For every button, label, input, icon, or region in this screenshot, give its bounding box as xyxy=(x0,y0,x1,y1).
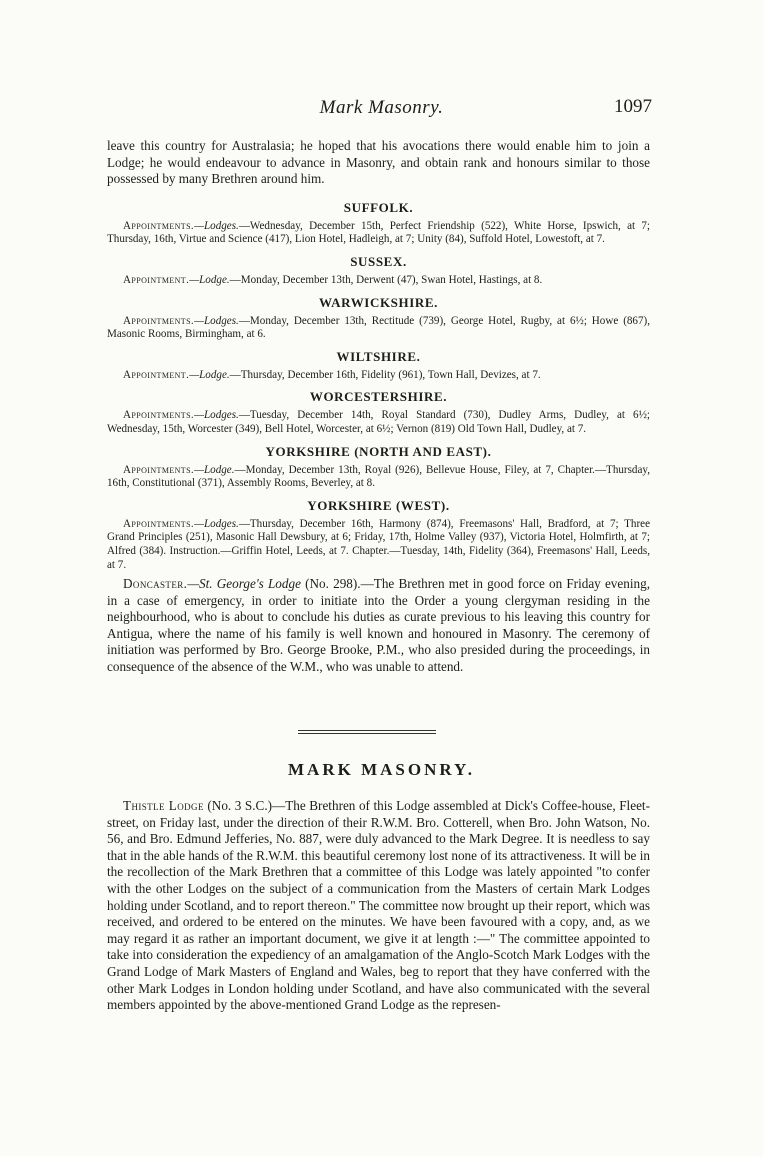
content-column xyxy=(107,138,650,676)
suffolk-appointments: Appointments.—Lodges.—Wednesday, December 15th, Perfect Friendship (522), White Horse, Ipswich, at 7; Thursday, 16th, Virtue and Science (417), Lion Hotel, Hadleigh, at 7; Unity (84), Suffold Hotel, Lowestoft, at 7. xyxy=(107,219,650,246)
worcestershire-appointments: Appointments.—Lodges.—Tuesday, December 14th, Royal Standard (730), Dudley Arms, Dudley, at 6½; Wednesday, 15th, Worcester (349), Bell Hotel, Worcester, at 6½; Vernon (819) Old Town Hall, Dudley, at 7. xyxy=(107,409,650,435)
heading-wiltshire: WILTSHIRE. xyxy=(336,348,421,364)
heading-yorkshire-west: YORKSHIRE (WEST). xyxy=(307,497,450,513)
heading-worcestershire: WORCESTERSHIRE. xyxy=(309,389,448,405)
sussex-appointments: Appointment.—Lodge.—Monday, December 13th, Derwent (47), Swan Hotel, Hastings, at 8. xyxy=(123,273,543,286)
section-divider xyxy=(298,730,436,734)
doncaster-paragraph: Doncaster.—St. George's Lodge (No. 298).—The Brethren met in good force on Friday evening, in a case of emergency, in order to initiate into the Order a young clergyman residing in the neighbourhood, who is about to conclude his duties as curate previous to his leaving this country for Antigua, where the name of his family is well known and honoured in Masonry. The ceremony of initiation was performed by Bro. George Brooke, P.M., who also presided during the proceedings, in consequence of the absence of the W.M., who was unable to attend. xyxy=(107,576,650,675)
thistle-lodge-paragraph: Thistle Lodge (No. 3 S.C.)—The Brethren of this Lodge assembled at Dick's Coffee-house, Fleet-street, on Friday last, under the direction of their R.W.M. Bro. Cotterell, when Bro. John Watson, No. 56, and Bro. Edmund Jefferies, No. 887, were duly advanced to the Mark Degree. It is needless to say that in the able hands of the R.W.M. this beautiful ceremony lost none of its attractiveness. It will be in the recollection of the Mark Brethren that a committee of this Lodge was lately appointed "to confer with the other Lodges on the subject of a communication from the Masters of certain Mark Lodges holding under Scotland, and to report thereon." The committee now brought up their report, which was received, and ordered to be entered on the minutes. We have been favoured with a copy, and, as we may regard it as rather an important document, we give it at length :—" The committee appointed to take into consideration the expediency of an amalgamation of the Anglo-Scotch Mark Lodges with the Grand Lodge of Mark Masters of England and Wales, beg to report that they have conferred with the other Mark Lodges in London holding under Scotland, and have also communicated with the several members appointed by the above-mentioned Grand Lodge as the represen- xyxy=(107,798,650,1013)
mark-masonry-title: MARK MASONRY. xyxy=(288,760,475,779)
yorkshire-west-appointments: Appointments.—Lodges.—Thursday, December 16th, Harmony (874), Freemasons' Hall, Bradford, at 7; Three Grand Principles (251), Masonic Hall Dewsbury, at 6; Friday, 17th, Holme Valley (937), Victoria Hotel, Holmfirth, at 7; Alfred (384). Instruction.—Griffin Hotel, Leeds, at 7. Chapter.—Tuesday, 14th, Fidelity (364), Freemasons' Hall, Leeds, at 7. xyxy=(107,517,650,571)
running-title: Mark Masonry. xyxy=(319,97,444,118)
intro-paragraph: leave this country for Australasia; he hoped that his avocations there would enable him to join a Lodge; he would endeavour to advance in Masonry, and obtain rank and honours similar to those possessed by many Brethren around him. xyxy=(107,138,650,187)
mark-masonry-column xyxy=(107,798,650,1014)
yorkshire-north-east-appointments: Appointments.—Lodge.—Monday, December 13th, Royal (926), Bellevue House, Filey, at 7, Chapter.—Thursday, 16th, Constitutional (371), Assembly Rooms, Beverley, at 8. xyxy=(107,463,650,490)
warwickshire-appointments: Appointments.—Lodges.—Monday, December 13th, Rectitude (739), George Hotel, Rugby, at 6½; Howe (867), Masonic Rooms, Birmingham, at 6. xyxy=(107,314,650,341)
heading-sussex: SUSSEX. xyxy=(350,253,407,269)
heading-yorkshire-north-east: YORKSHIRE (NORTH AND EAST). xyxy=(265,443,492,459)
wiltshire-appointments: Appointment.—Lodge.—Thursday, December 16th, Fidelity (961), Town Hall, Devizes, at 7. xyxy=(123,368,541,381)
heading-suffolk: SUFFOLK. xyxy=(343,199,414,215)
page-number: 1097 xyxy=(614,96,652,117)
heading-warwickshire: WARWICKSHIRE. xyxy=(319,294,438,310)
